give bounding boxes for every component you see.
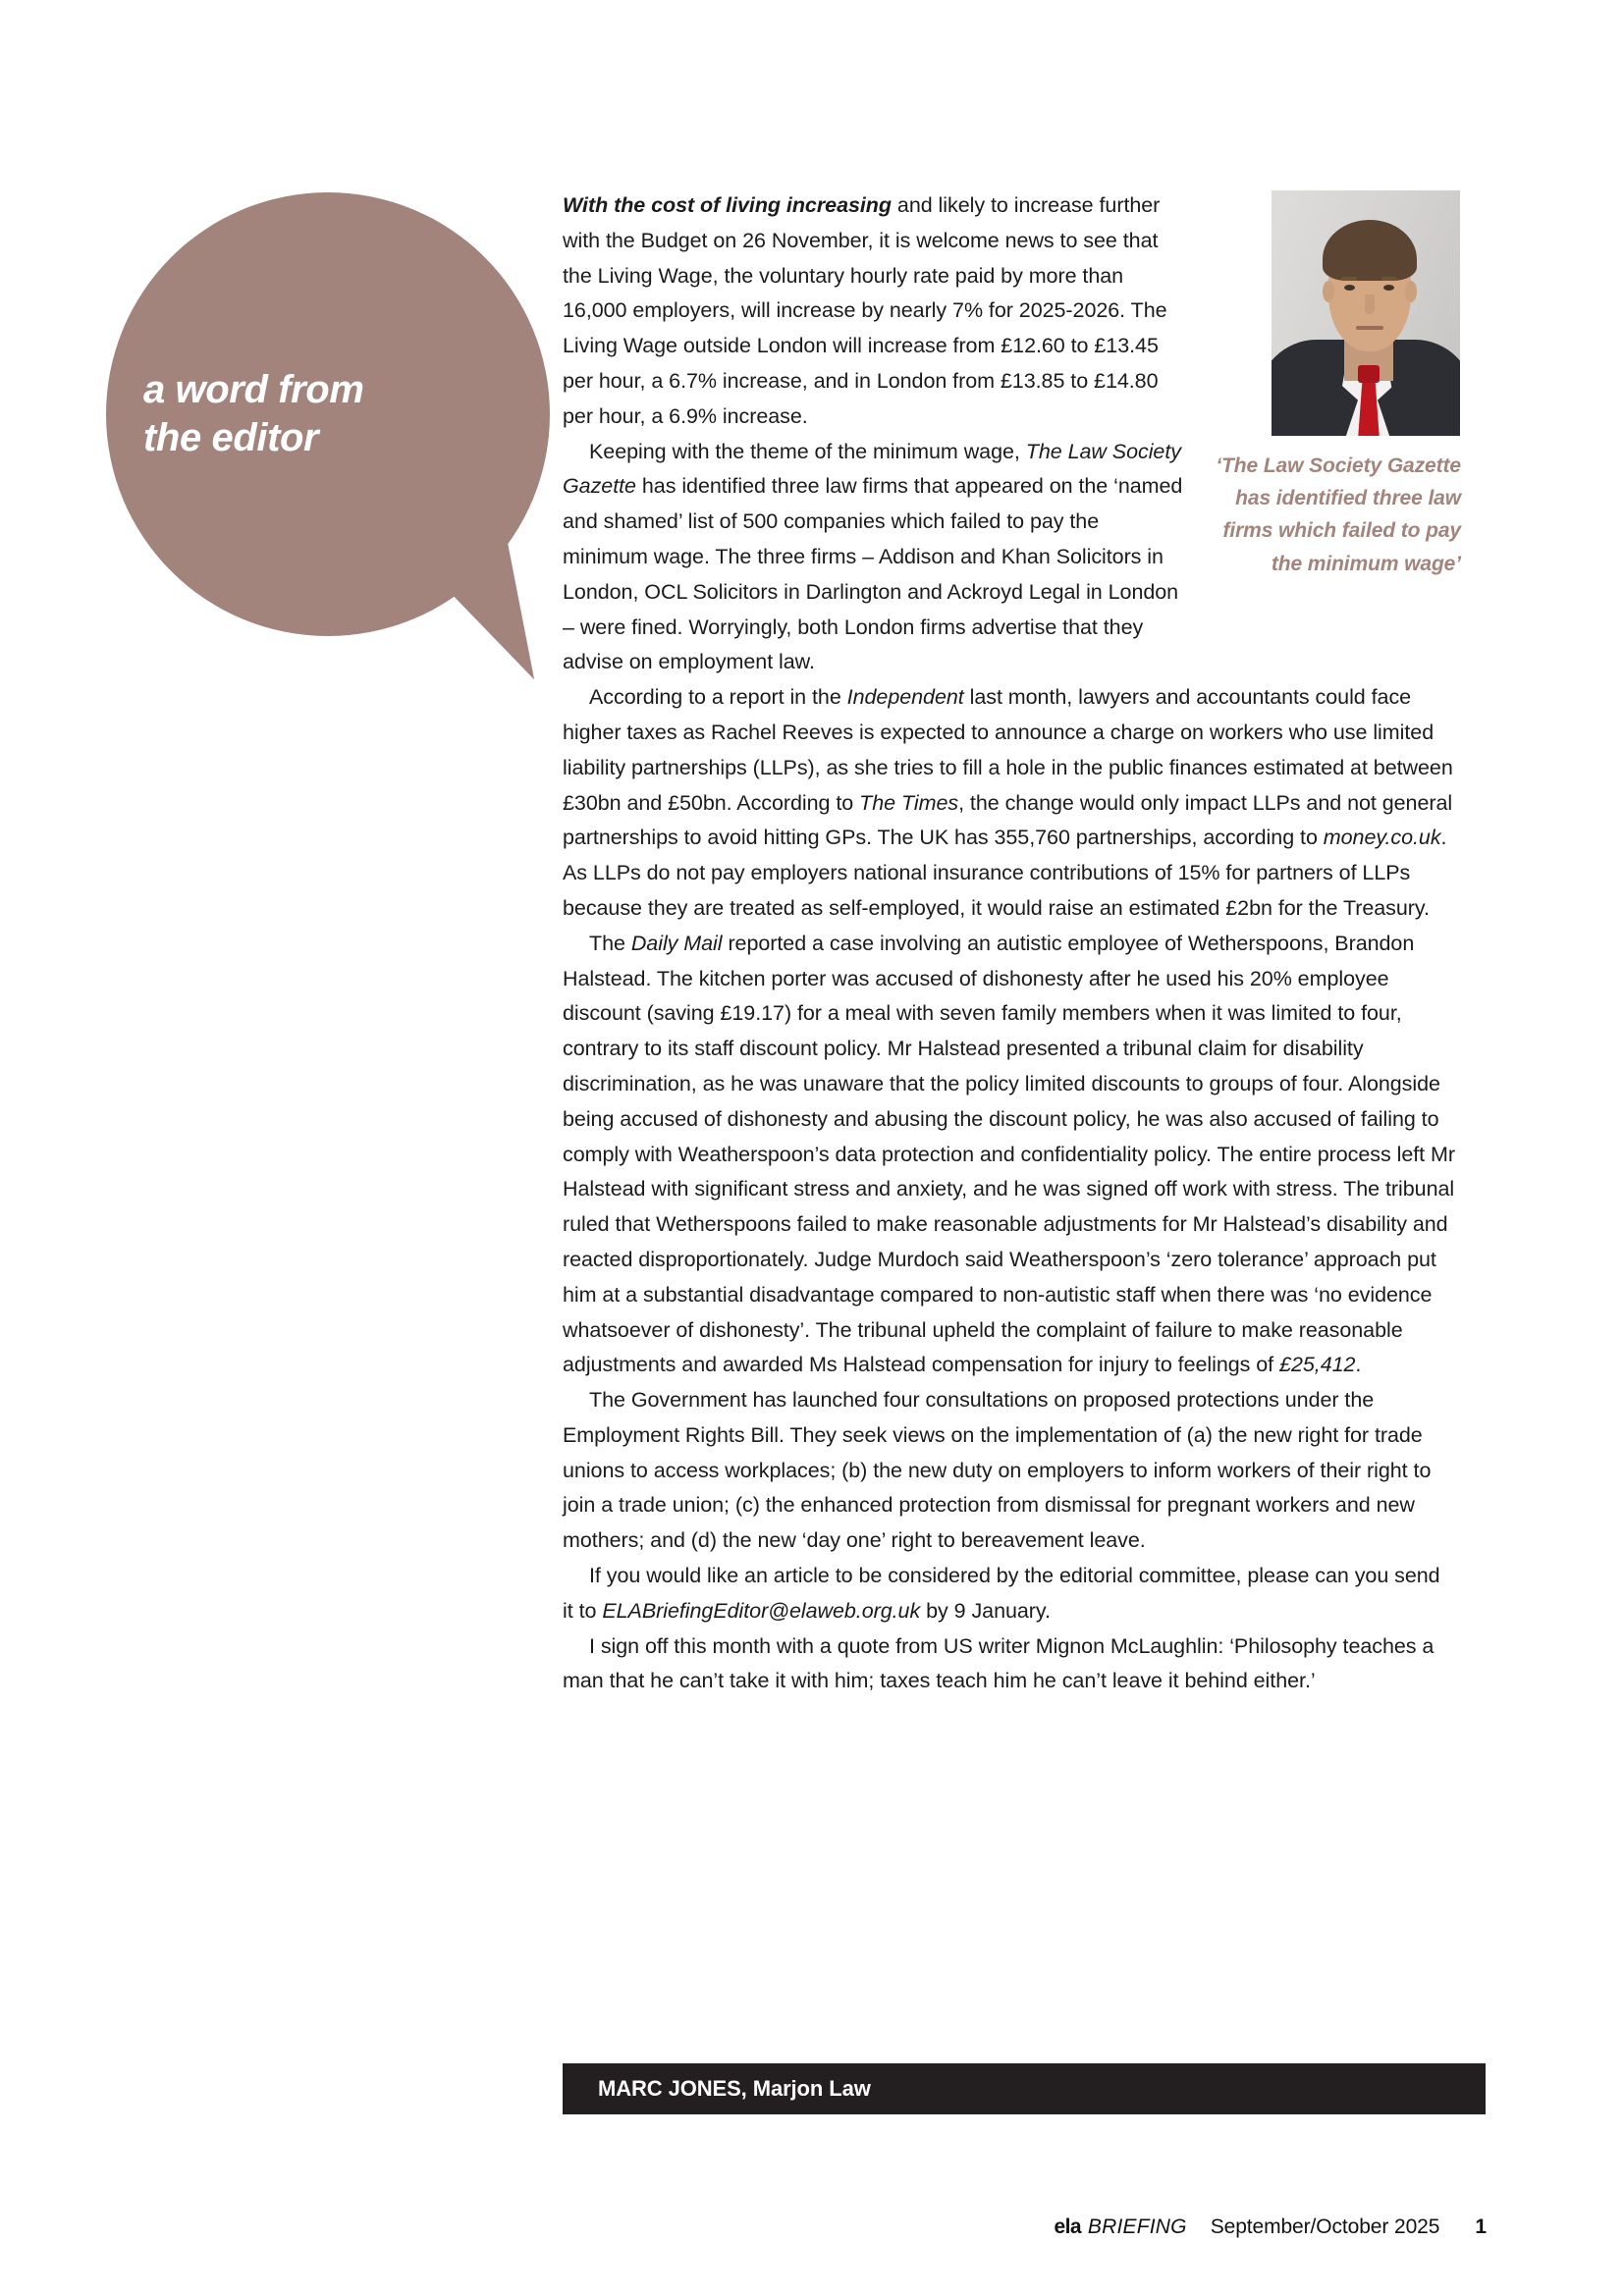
- paragraph-6-part-b: by 9 January.: [920, 1598, 1051, 1623]
- paragraph-wetherspoons-case: [563, 927, 1456, 1383]
- paragraph-3-part-a: According to a report in the: [589, 685, 847, 710]
- paragraph-2-part-a: Keeping with the theme of the minimum wage,: [589, 439, 1026, 463]
- paragraph-6-part-a: If you would like an article to be considered by the editorial committee, please can you send it to: [563, 1564, 1440, 1623]
- publication-name: BRIEFING: [1087, 2216, 1187, 2238]
- article-body: [563, 188, 1456, 1699]
- paragraph-closing-quote: I sign off this month with a quote from US writer Mignon McLaughlin: ‘Philosophy teaches a man that he can’t take it with him; taxes teach him he can’t leave it behind either.’: [563, 1633, 1435, 1693]
- paragraph-4-part-b: reported a case involving an autistic employee of Wetherspoons, Brandon Halstead. The kitchen porter was accused of dishonesty after he used his 20% employee discount (saving £19.17) for a meal with seven family members when it was limited to four, contrary to its staff discount policy. Mr Halstead presented a tribunal claim for disability discrimination, as he was unaware that the policy limited discounts to groups of four. Alongside being accused of dishonesty and abusing the discount policy, he was also accused of failing to comply with Weatherspoon’s data protection and confidentiality policy. The entire process left Mr Halstead with significant stress and anxiety, and he was signed off work with stress. The tribunal ruled that Wetherspoons failed to make reasonable adjustments for Mr Halstead’s disability and reacted disproportionately. Judge Murdoch said Weatherspoon’s ‘zero tolerance’ approach put him at a substantial disadvantage compared to non-autistic staff when there was ‘no evidence whatsoever of dishonesty’. The tribunal upheld the complaint of failure to make reasonable adjustments and awarded Ms Halstead compensation for injury to feelings of: [563, 931, 1455, 1377]
- paragraph-3-part-c: , the change would only impact LLPs and not general partnerships to avoid hitting GPs. The UK has 355,760 partnerships, according to: [563, 790, 1453, 850]
- ela-logo-text: ela: [1054, 2216, 1081, 2238]
- byline-author-name: MARC JONES,: [598, 2076, 747, 2101]
- times-title-italic: The Times: [859, 790, 959, 815]
- compensation-amount-italic: £25,412: [1279, 1353, 1356, 1377]
- paragraph-submissions: [563, 1559, 1456, 1629]
- photo-text-wrap-spacer: [1186, 188, 1456, 669]
- editor-email-italic[interactable]: ELABriefingEditor@elaweb.org.uk: [602, 1598, 921, 1623]
- bubble-line-2: the editor: [143, 416, 319, 459]
- speech-bubble-label: [106, 192, 550, 636]
- paragraph-4-part-c: .: [1355, 1353, 1362, 1377]
- gazette-title-italic: The Law Society Gazette: [563, 439, 1181, 499]
- moneycouk-italic: money.co.uk: [1323, 826, 1441, 850]
- paragraph-1-text: and likely to increase further with the Budget on 26 November, it is welcome news to see that the Living Wage, the voluntary hourly rate paid by more than 16,000 employers, will increase by nearly 7% for 2025-2026. The Living Wage outside London will increase from £12.60 to £13.45 per hour, a 6.7% increase, and in London from £13.85 to £14.80 per hour, a 6.9% increase.: [563, 193, 1167, 428]
- page-footer: [1055, 2216, 1487, 2239]
- byline-firm-name: Marjon Law: [746, 2076, 871, 2101]
- pull-quote: ‘The Law Society Gazette has identified three law firms which failed to pay the minimum wage’: [1216, 454, 1461, 575]
- page-number: 1: [1475, 2216, 1487, 2238]
- bubble-line-1: a word from: [143, 368, 364, 412]
- byline-text: [563, 2076, 871, 2102]
- paragraph-llp-taxes: [563, 680, 1456, 927]
- author-byline-bar: [563, 2063, 1486, 2114]
- paragraph-3-part-b: last month, lawyers and accountants could face higher taxes as Rachel Reeves is expected to announce a charge on workers who use limited liability partnerships (LLPs), as she tries to fill a hole in the public finances estimated at between £30bn and £50bn. According to: [563, 685, 1453, 815]
- paragraph-2-part-b: has identified three law firms that appeared on the ‘named and shamed’ list of 500 companies which failed to pay the minimum wage. The three firms – Addison and Khan Solicitors in London, OCL Solicitors in Darlington and Ackroyd Legal in London – were fined. Worryingly, both London firms advertise that they advise on employment law.: [563, 474, 1183, 674]
- article-lead-in: With the cost of living increasing: [563, 193, 892, 217]
- paragraph-3-part-d: . As LLPs do not pay employers national insurance contributions of 15% for partners of LLPs because they are treated as self-employed, it would raise an estimated £2bn for the Treasury.: [563, 826, 1447, 920]
- paragraph-consultations: The Government has launched four consultations on proposed protections under the Employment Rights Bill. They seek views on the implementation of (a) the new right for trade unions to access workplaces; (b) the new duty on employers to inform workers of their right to join a trade union; (c) the enhanced protection from dismissal for pregnant workers and new mothers; and (d) the new ‘day one’ right to bereavement leave.: [563, 1388, 1432, 1553]
- editor-speech-bubble: [106, 192, 558, 683]
- daily-mail-title-italic: Daily Mail: [630, 931, 723, 955]
- independent-title-italic: Independent: [846, 685, 964, 710]
- issue-date: September/October 2025: [1210, 2216, 1440, 2238]
- paragraph-4-part-a: The: [589, 931, 631, 955]
